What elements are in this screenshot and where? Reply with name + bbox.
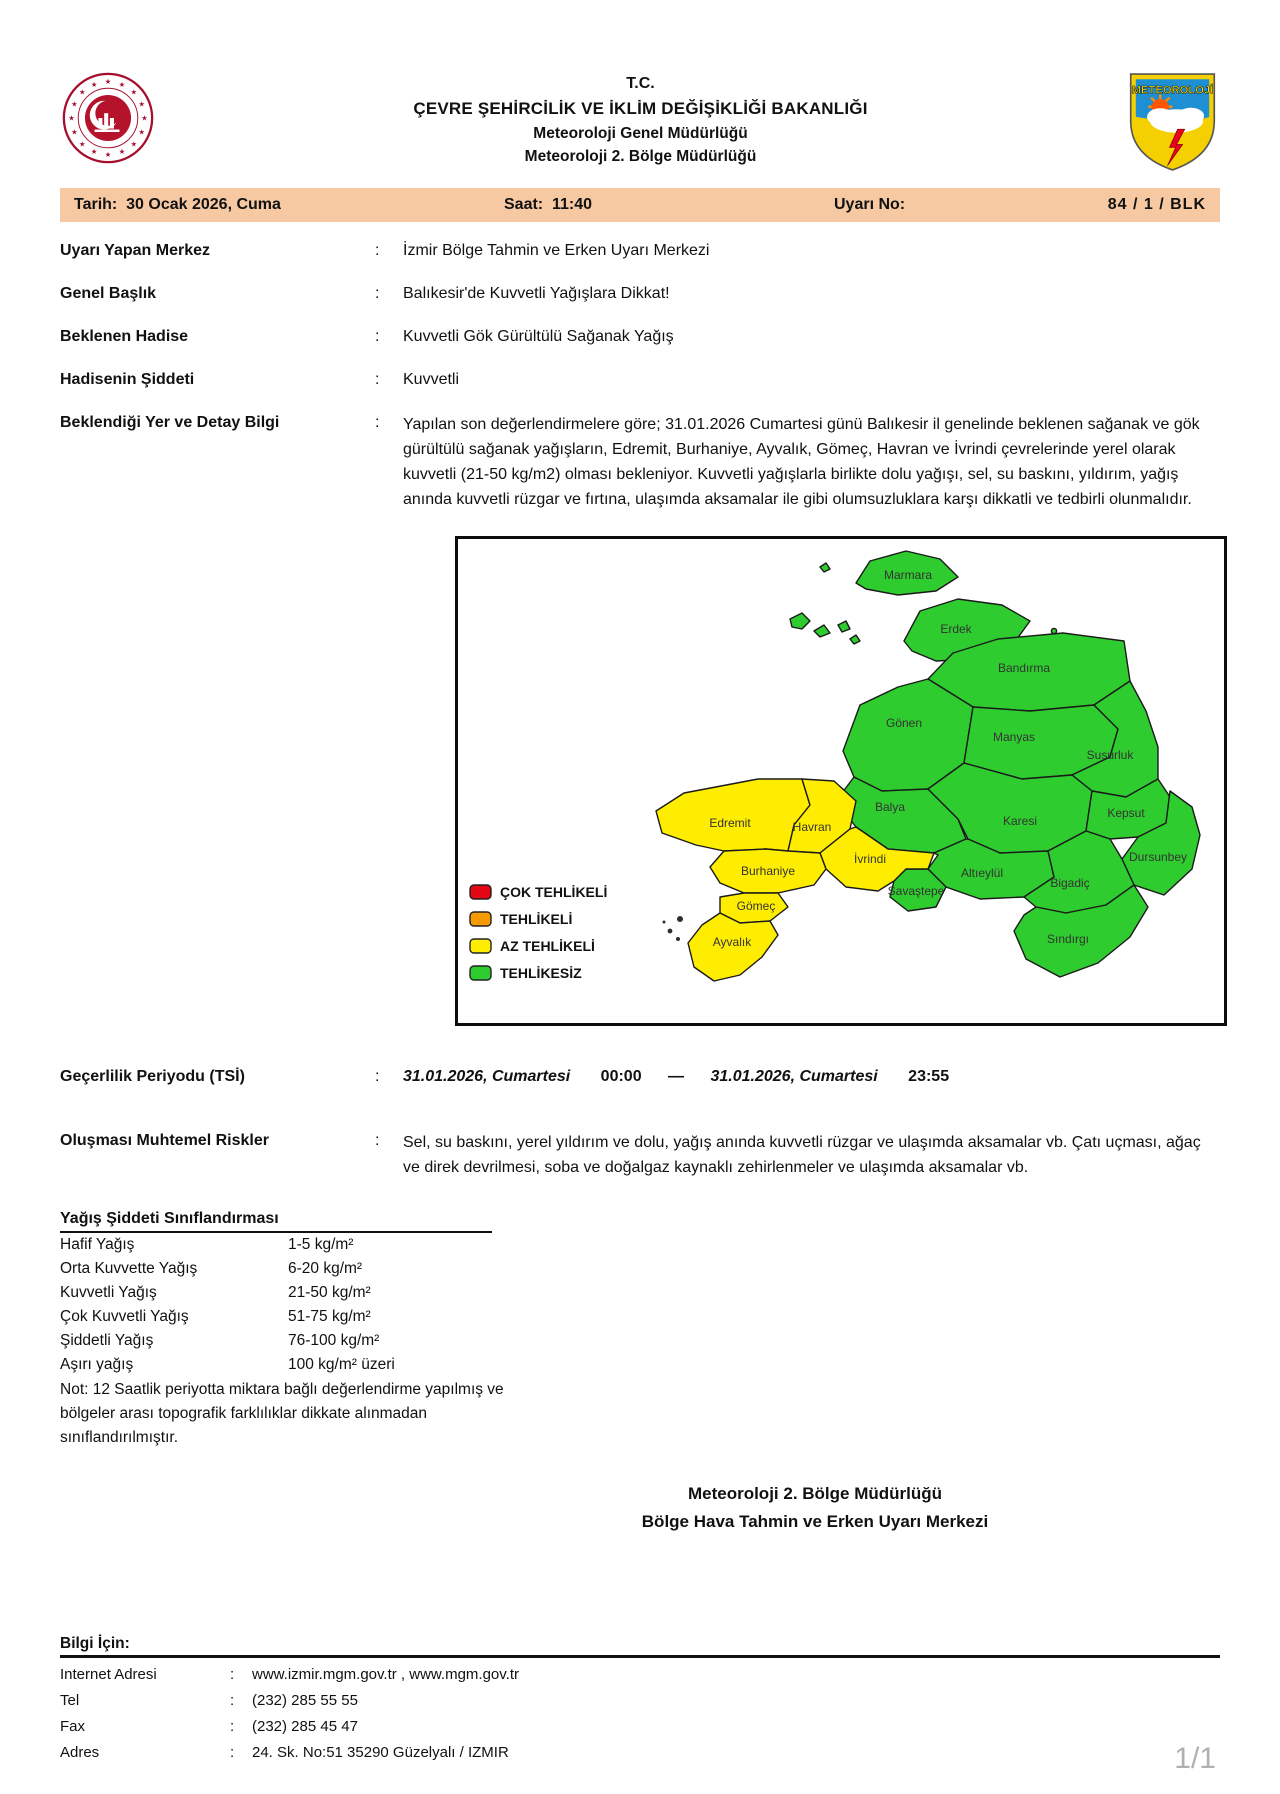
info-bar-time xyxy=(504,196,834,214)
validity-start-time: 00:00 xyxy=(600,1068,642,1085)
svg-text:★: ★ xyxy=(130,139,138,149)
classification-label: Aşırı yağış xyxy=(60,1356,134,1373)
footer-label: Internet Adresi xyxy=(60,1666,157,1683)
svg-text:★: ★ xyxy=(78,87,86,97)
map-label: Bandırma xyxy=(997,661,1051,675)
map-label: Marmara xyxy=(883,568,933,582)
map-label: Dursunbey xyxy=(1128,850,1188,864)
map-label: Gönen xyxy=(885,716,923,730)
svg-text:★: ★ xyxy=(71,99,78,109)
svg-text:★: ★ xyxy=(138,99,145,109)
validity-value xyxy=(403,1066,1220,1088)
map-district-edremit xyxy=(656,779,810,851)
classification-row xyxy=(60,1329,1220,1353)
classification-label: Kuvvetli Yağış xyxy=(60,1284,157,1301)
footer-value: 24. Sk. No:51 35290 Güzelyalı / IZMIR xyxy=(252,1744,509,1761)
legend-label: TEHLİKELİ xyxy=(500,911,573,927)
map-label: Savaştepe xyxy=(887,884,945,898)
legend-label: AZ TEHLİKELİ xyxy=(500,938,595,954)
classification-label: Şiddetli Yağış xyxy=(60,1332,154,1349)
classification-label: Hafif Yağış xyxy=(60,1236,135,1253)
field-row-severity: Hadisenin Şiddeti : Kuvvetli xyxy=(60,369,1220,391)
tarih-value: 30 Ocak 2026, Cuma xyxy=(126,196,281,213)
svg-text:★: ★ xyxy=(118,147,126,157)
header-titles xyxy=(156,60,1125,168)
field-row-detail: Beklendiği Yer ve Detay Bilgi : Yapılan son değerlendirmelere göre; 31.01.2026 Cumartesi günü Balıkesir il genelinde beklenen sağanak ve gök gürültülü sağanak yağışların, Edremit, Burhaniye, Ayvalık, Gömeç, Havran ve İvrindi çevrelerinde yerel olarak kuvvetli (21-50 kg/m2) olması bekleniyor. Kuvvetli yağışlarla birlikte dolu yağışı, sel, su baskını, yıldırım, yağış anında kuvvetli rüzgar ve fırtına, ulaşımda aksamalar ile gibi olumsuzluklara karşı dikkatli ve tedbirli olunmalıdır. xyxy=(60,412,1220,512)
map-label: Manyas xyxy=(992,730,1036,744)
info-bar-warning-no xyxy=(834,196,1206,214)
map-islet xyxy=(850,635,860,644)
map-label: Altıeylül xyxy=(960,866,1004,880)
map-islet xyxy=(1051,628,1056,633)
meteoroloji-logo-icon xyxy=(1125,68,1220,174)
header-regional-directorate: Meteoroloji 2. Bölge Müdürlüğü xyxy=(524,147,757,165)
possible-risks-row: Oluşması Muhtemel Riskler : Sel, su baskını, yerel yıldırım ve dolu, yağış anında kuvvetli rüzgar ve ulaşımda aksamalar vb. Çatı uçması, ağaç ve direk devrilmesi, soba ve doğalgaz kaynaklı zehirlenmeler ve ulaşımda aksamalar vb. xyxy=(60,1130,1220,1180)
classification-title: Yağış Şiddeti Sınıflandırması xyxy=(60,1210,492,1233)
footer-value: (232) 285 55 55 xyxy=(252,1692,358,1709)
ministry-seal-icon xyxy=(60,70,156,166)
classification-row xyxy=(60,1305,1220,1329)
svg-text:★: ★ xyxy=(90,147,98,157)
risks-label: Oluşması Muhtemel Riskler xyxy=(60,1132,269,1149)
map-islet xyxy=(814,625,830,637)
map-label: Sındırgı xyxy=(1046,932,1090,946)
legend-swatch-tehlikesiz xyxy=(470,966,491,980)
footer-title: Bilgi İçin: xyxy=(60,1635,130,1652)
svg-text:★: ★ xyxy=(104,77,112,87)
map-label: Susurluk xyxy=(1086,748,1134,762)
legend-swatch-cok-tehlikeli xyxy=(470,885,491,899)
map-label: İvrindi xyxy=(853,852,887,866)
map-label: Burhaniye xyxy=(740,864,796,878)
footer-row-adres: Adres : 24. Sk. No:51 35290 Güzelyalı / IZMIR xyxy=(60,1740,1220,1766)
svg-text:★: ★ xyxy=(138,127,145,137)
svg-text:★: ★ xyxy=(104,149,112,159)
map-islet xyxy=(663,921,666,924)
info-bar-date xyxy=(74,196,504,214)
footer-label: Adres xyxy=(60,1744,100,1761)
signature-line2: Bölge Hava Tahmin ve Erken Uyarı Merkezi xyxy=(641,1512,989,1532)
saat-value: 11:40 xyxy=(552,196,593,213)
validity-end-date: 31.01.2026, Cumartesi xyxy=(710,1068,878,1085)
map-label: Kepsut xyxy=(1107,806,1145,820)
map-islet xyxy=(668,929,673,934)
legend-swatch-az-tehlikeli xyxy=(470,939,491,953)
svg-text:★: ★ xyxy=(118,79,126,89)
info-bar xyxy=(60,188,1220,222)
warning-map xyxy=(455,536,1227,1026)
field-row-general-title: Genel Başlık : Balıkesir'de Kuvvetli Yağışlara Dikkat! xyxy=(60,283,1220,305)
footer-value: www.izmir.mgm.gov.tr , www.mgm.gov.tr xyxy=(252,1666,519,1683)
field-label: Beklenen Hadise xyxy=(60,328,189,345)
classification-value: 1-5 kg/m² xyxy=(288,1236,354,1253)
map-islet xyxy=(790,613,810,629)
risks-paragraph: Sel, su baskını, yerel yıldırım ve dolu, yağış anında kuvvetli rüzgar ve ulaşımda aksamalar vb. Çatı uçması, ağaç ve direk devrilmesi, soba ve doğalgaz kaynaklı zehirlenmeler ve ulaşımda aksamalar vb. xyxy=(403,1134,1201,1176)
legend-swatch-tehlikeli xyxy=(470,912,491,926)
saat-label: Saat: xyxy=(504,196,544,213)
svg-text:★: ★ xyxy=(71,127,78,137)
map-islet xyxy=(677,916,683,922)
map-islet xyxy=(820,563,830,572)
field-label: Hadisenin Şiddeti xyxy=(60,371,195,388)
validity-start-date: 31.01.2026, Cumartesi xyxy=(403,1068,571,1085)
signature-line1: Meteoroloji 2. Bölge Müdürlüğü xyxy=(687,1484,943,1503)
validity-period-row: Geçerlilik Periyodu (TSİ) : 31.01.2026, Cumartesi 00:00 — 31.01.2026, Cumartesi 23:55 xyxy=(60,1066,1220,1088)
map-label: Gömeç xyxy=(736,899,776,913)
uyari-no-value: 84 / 1 / BLK xyxy=(1107,196,1206,213)
classification-row xyxy=(60,1353,1220,1377)
field-value: Balıkesir'de Kuvvetli Yağışlara Dikkat! xyxy=(403,285,670,302)
header-general-directorate: Meteoroloji Genel Müdürlüğü xyxy=(533,124,748,142)
map-label: Karesi xyxy=(1002,814,1038,828)
map-label: Ayvalık xyxy=(712,935,752,949)
footer-value: (232) 285 45 47 xyxy=(252,1718,358,1735)
map-label: Havran xyxy=(792,820,832,834)
classification-label: Orta Kuvvette Yağış xyxy=(60,1260,198,1277)
svg-text:★: ★ xyxy=(141,113,148,123)
classification-row xyxy=(60,1233,1220,1257)
field-value: İzmir Bölge Tahmin ve Erken Uyarı Merkezi xyxy=(403,242,710,259)
meteoroloji-logo-text: METEOROLOJİ xyxy=(1131,84,1214,97)
map-islet xyxy=(838,621,850,632)
classification-label: Çok Kuvvetli Yağış xyxy=(60,1308,189,1325)
page-number: 1/1 xyxy=(1174,1742,1216,1775)
field-label: Genel Başlık xyxy=(60,285,157,302)
detail-paragraph: Yapılan son değerlendirmelere göre; 31.01.2026 Cumartesi günü Balıkesir il genelinde beklenen sağanak ve gök gürültülü sağanak yağışların, Edremit, Burhaniye, Ayvalık, Gömeç, Havran ve İvrindi çevrelerinde yerel olarak kuvvetli (21-50 kg/m2) olması bekleniyor. Kuvvetli yağışlarla birlikte dolu yağışı, sel, su baskını, yıldırım, yağış anında kuvvetli rüzgar ve fırtına, ulaşımda aksamalar ile gibi olumsuzluklara karşı dikkatli ve tedbirli olunmalıdır. xyxy=(403,416,1200,508)
field-value: Kuvvetli xyxy=(403,371,460,388)
map-label: Bigadiç xyxy=(1050,876,1090,890)
validity-end-time: 23:55 xyxy=(908,1068,950,1085)
legend-label: ÇOK TEHLİKELİ xyxy=(500,884,608,900)
header-tc: T.C. xyxy=(626,75,655,92)
map-label: Balya xyxy=(874,800,906,814)
tarih-label: Tarih: xyxy=(74,196,118,213)
footer-row-tel: Tel : (232) 285 55 55 xyxy=(60,1688,1220,1714)
field-row-expected-event: Beklenen Hadise : Kuvvetli Gök Gürültülü Sağanak Yağış xyxy=(60,326,1220,348)
map-label: Edremit xyxy=(709,816,751,830)
validity-label: Geçerlilik Periyodu (TSİ) xyxy=(60,1068,245,1085)
legend-label: TEHLİKESİZ xyxy=(500,965,582,981)
classification-value: 76-100 kg/m² xyxy=(288,1332,380,1349)
svg-text:★: ★ xyxy=(130,87,138,97)
field-row-issuing-center: Uyarı Yapan Merkez : İzmir Bölge Tahmin ve Erken Uyarı Merkezi xyxy=(60,240,1220,262)
footer-row-fax: Fax : (232) 285 45 47 xyxy=(60,1714,1220,1740)
classification-row xyxy=(60,1257,1220,1281)
rain-intensity-classification xyxy=(60,1210,1220,1450)
header-ministry-name: ÇEVRE ŞEHİRCİLİK VE İKLİM DEĞİŞİKLİĞİ BAKANLIĞI xyxy=(413,99,868,118)
classification-row xyxy=(60,1281,1220,1305)
footer-divider xyxy=(60,1655,1220,1658)
svg-text:★: ★ xyxy=(78,139,86,149)
svg-text:★: ★ xyxy=(90,79,98,89)
contact-footer xyxy=(60,1635,1220,1766)
classification-value: 100 kg/m² üzeri xyxy=(288,1356,395,1373)
balikesir-district-map xyxy=(458,539,1224,1023)
warning-fields xyxy=(60,240,1220,512)
uyari-no-label: Uyarı No: xyxy=(834,196,906,213)
footer-label: Tel xyxy=(60,1692,80,1709)
field-label: Beklendiği Yer ve Detay Bilgi xyxy=(60,414,280,431)
field-label: Uyarı Yapan Merkez xyxy=(60,242,211,259)
map-label: Erdek xyxy=(940,622,972,636)
map-islet xyxy=(676,937,680,941)
classification-note: Not: 12 Saatlik periyotta miktara bağlı değerlendirme yapılmış ve bölgeler arası topografik farklılıklar dikkate alınmadan sınıflandırılmıştır. xyxy=(60,1381,504,1446)
footer-row-internet: Internet Adresi : www.izmir.mgm.gov.tr , www.mgm.gov.tr xyxy=(60,1662,1220,1688)
document-header xyxy=(60,60,1220,174)
field-value: Kuvvetli Gök Gürültülü Sağanak Yağış xyxy=(403,328,674,345)
classification-value: 21-50 kg/m² xyxy=(288,1284,371,1301)
footer-label: Fax xyxy=(60,1718,86,1735)
map-legend xyxy=(470,884,607,981)
classification-value: 51-75 kg/m² xyxy=(288,1308,371,1325)
validity-dash: — xyxy=(668,1068,685,1085)
signature-block xyxy=(535,1480,1095,1536)
svg-text:★: ★ xyxy=(68,113,75,123)
classification-value: 6-20 kg/m² xyxy=(288,1260,363,1277)
